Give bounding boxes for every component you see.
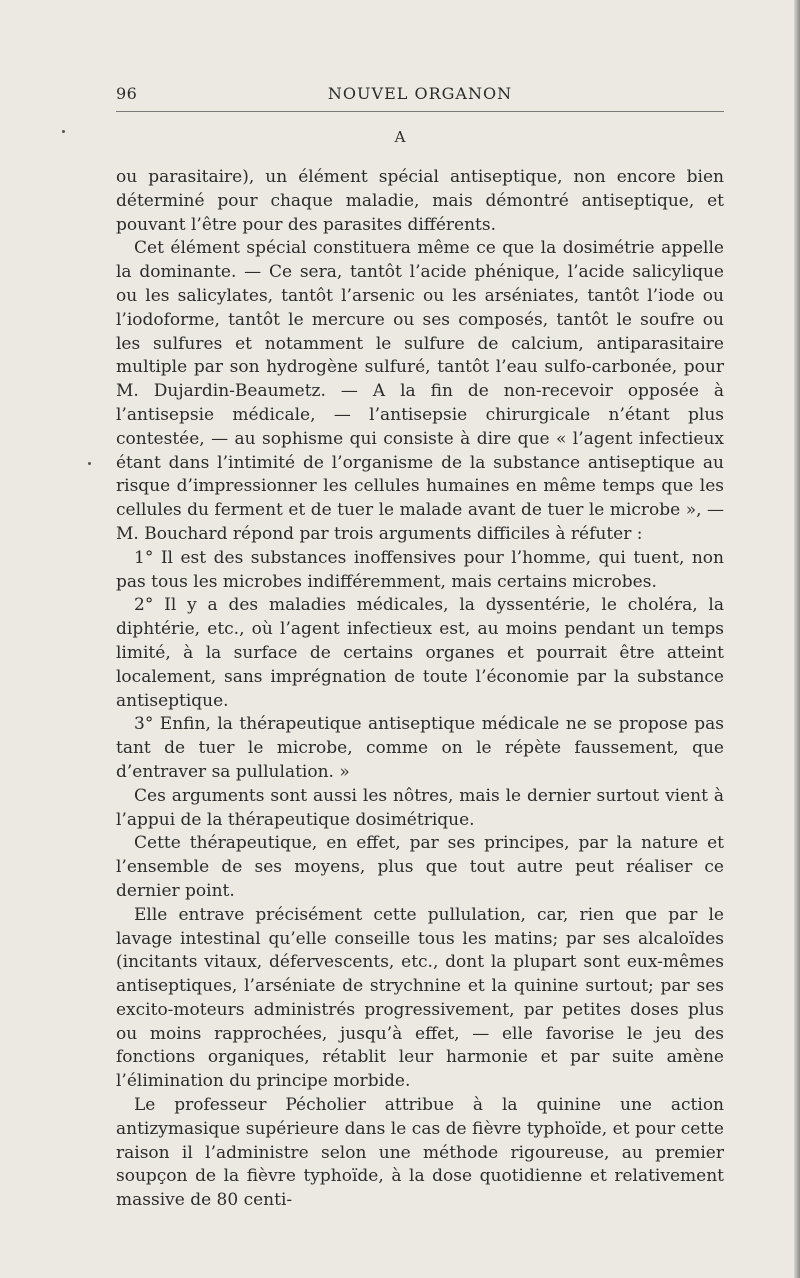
- paragraph-2: Cet élément spécial constituera même ce que la dosimétrie appelle la dominante. — Ce sera, tantôt l’acide phénique, l’acide salicylique ou les salicylates, tantôt l’arsenic ou les arséniates, tantôt l’iode ou l’iodoforme, tantôt le mercure ou ses composés, tantôt le soufre ou les sulfures et notamment le sulfure de calcium, antiparasitaire multiple par son hydrogène sulfuré, tantôt l’eau sulfo-carbonée, pour M. Dujardin-Beaumetz. — A la fin de non-recevoir opposée à l’antisepsie médicale, — l’antisepsie chirurgicale n’étant plus contestée, — au sophisme qui consiste à dire que « l’agent infectieux étant dans l’intimité de l’organisme de la substance antiseptique au risque d’impressionner les cellules humaines en même temps que les cellules du ferment et de tuer le malade avant de tuer le microbe », — M. Bouchard répond par trois arguments difficiles à réfuter :: [116, 238, 724, 544]
- page-number: 96: [116, 84, 138, 103]
- paragraph-8: Elle entrave précisément cette pullulation, car, rien que par le lavage intestinal qu’elle conseille tous les matins; par ses alcaloïdes (incitants vitaux, défervescents, etc., dont la plupart sont eux-mêmes antiseptiques, l’arséniate de strychnine et la quinine surtout; par ses excito-moteurs administrés progressivement, par petites doses plus ou moins rapprochées, jusqu’à effet, — elle favorise le jeu des fonctions organiques, rétablit leur harmonie et par suite amène l’élimination du principe morbide.: [116, 904, 724, 1092]
- running-title: NOUVEL ORGANON: [327, 84, 513, 103]
- paragraph-1: ou parasitaire), un élément spécial antiseptique, non encore bien déterminé pour chaque maladie, mais démontré antiseptique, et pouvant l’être pour des parasites différents.: [116, 167, 724, 235]
- paragraph-6: Ces arguments sont aussi les nôtres, mais le dernier surtout vient à l’appui de la thérapeutique dosimétrique.: [116, 785, 724, 830]
- paragraph-7: Cette thérapeutique, en effet, par ses principes, par la nature et l’ensemble de ses moyens, plus que tout autre peut réaliser ce dernier point.: [116, 833, 724, 901]
- paper-speck: [62, 130, 65, 133]
- paragraph-3: 1° Il est des substances inoffensives pour l’homme, qui tuent, non pas tous les microbes indifféremment, mais certains microbes.: [116, 547, 724, 592]
- paper-speck: [88, 462, 91, 465]
- body-text: [116, 166, 724, 1213]
- paragraph-5: 3° Enfin, la thérapeutique antiseptique médicale ne se propose pas tant de tuer le microbe, comme on le répète faussement, que d’entraver sa pullulation. »: [116, 714, 724, 782]
- header-rule: [116, 111, 724, 112]
- page-edge-shadow: [794, 0, 800, 1278]
- paragraph-4: 2° Il y a des maladies médicales, la dyssentérie, le choléra, la diphtérie, etc., où l’agent infectieux est, au moins pendant un temps limité, à la surface de certains organes et pourrait être atteint localement, sans imprégnation de toute l’économie par la substance antiseptique.: [116, 595, 724, 711]
- paragraph-9: Le professeur Pécholier attribue à la quinine une action antizymasique supérieure dans le cas de fièvre typhoïde, et pour cette raison il l’administre selon une méthode rigoureuse, au premier soupçon de la fièvre typhoïde, à la dose quotidienne et relativement massive de 80 centi-: [116, 1095, 724, 1211]
- section-letter: A: [394, 128, 406, 146]
- page-header: [116, 84, 724, 108]
